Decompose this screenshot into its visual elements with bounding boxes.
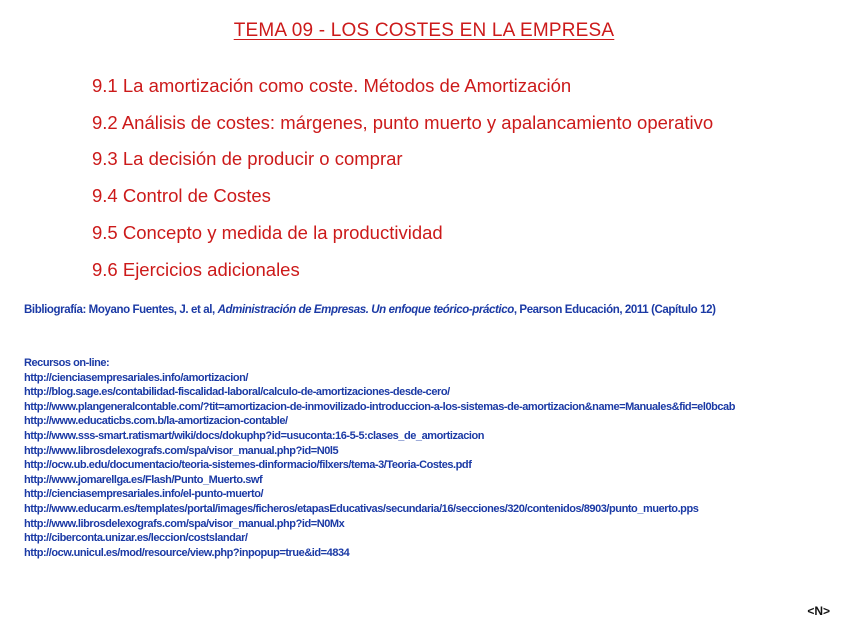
- bibliography: [24, 302, 814, 318]
- page-number: <N>: [807, 604, 830, 618]
- resource-link[interactable]: http://www.plangeneralcontable.com/?tit=amortizacion-de-inmovilizado-introduccion-a-los-sistemas-de-amortizacion&name=Manuales&fid=el0bcab: [24, 400, 735, 413]
- slide-title: TEMA 09 - LOS COSTES EN LA EMPRESA: [233, 20, 615, 41]
- bibliography-book-title: Administración de Empresas. Un enfoque teórico-práctico: [217, 304, 514, 316]
- topic-item: 9.2 Análisis de costes: márgenes, punto muerto y apalancamiento operativo: [92, 111, 714, 133]
- topic-item: 9.3 La decisión de producir o comprar: [92, 148, 403, 170]
- bibliography-suffix: , Pearson Educación, 2011 (Capítulo 12): [513, 304, 716, 316]
- topic-item: 9.6 Ejercicios adicionales: [92, 258, 300, 280]
- resource-link[interactable]: http://blog.sage.es/contabilidad-fiscalidad-laboral/calculo-de-amortizaciones-desde-cero/: [24, 386, 450, 399]
- online-resources: [24, 356, 824, 560]
- resource-link[interactable]: http://ocw.unicul.es/mod/resource/view.php?inpopup=true&id=4834: [24, 546, 350, 559]
- topic-item: 9.1 La amortización como coste. Métodos de Amortización: [92, 75, 572, 96]
- resource-link[interactable]: http://www.educaticbs.com.b/la-amortizacion-contable/: [24, 415, 288, 428]
- resource-link[interactable]: http://www.sss-smart.ratismart/wiki/docs/dokuphp?id=usuconta:16-5-5:clases_de_amortizacion: [24, 429, 485, 442]
- topic-item: 9.4 Control de Costes: [92, 185, 271, 207]
- topic-item: 9.5 Concepto y medida de la productividad: [92, 221, 443, 243]
- resource-link[interactable]: http://ocw.ub.edu/documentacio/teoria-sistemes-dinformacio/filxers/tema-3/Teoria-Costes.pdf: [24, 459, 472, 472]
- resource-link[interactable]: http://www.jomarellga.es/Flash/Punto_Muerto.swf: [24, 473, 263, 486]
- resource-link[interactable]: http://cienciasempresariales.info/el-punto-muerto/: [24, 488, 264, 501]
- topic-list: [92, 68, 713, 288]
- resource-link[interactable]: http://cienciasempresariales.info/amortizacion/: [24, 371, 248, 384]
- bibliography-prefix: Bibliografía: Moyano Fuentes, J. et al,: [24, 304, 218, 316]
- resource-link[interactable]: http://www.librosdelexografs.com/spa/visor_manual.php?id=N0l5: [24, 444, 339, 457]
- resource-link[interactable]: http://www.educarm.es/templates/portal/images/ficheros/etapasEducativas/secundaria/16/secciones/320/contenidos/8903/punto_muerto.pps: [24, 502, 699, 515]
- resources-heading: Recursos on-line:: [24, 357, 110, 369]
- resource-link[interactable]: http://www.librosdelexografs.com/spa/visor_manual.php?id=N0Mx: [24, 517, 345, 530]
- resource-link[interactable]: http://ciberconta.unizar.es/leccion/costslandar/: [24, 532, 248, 545]
